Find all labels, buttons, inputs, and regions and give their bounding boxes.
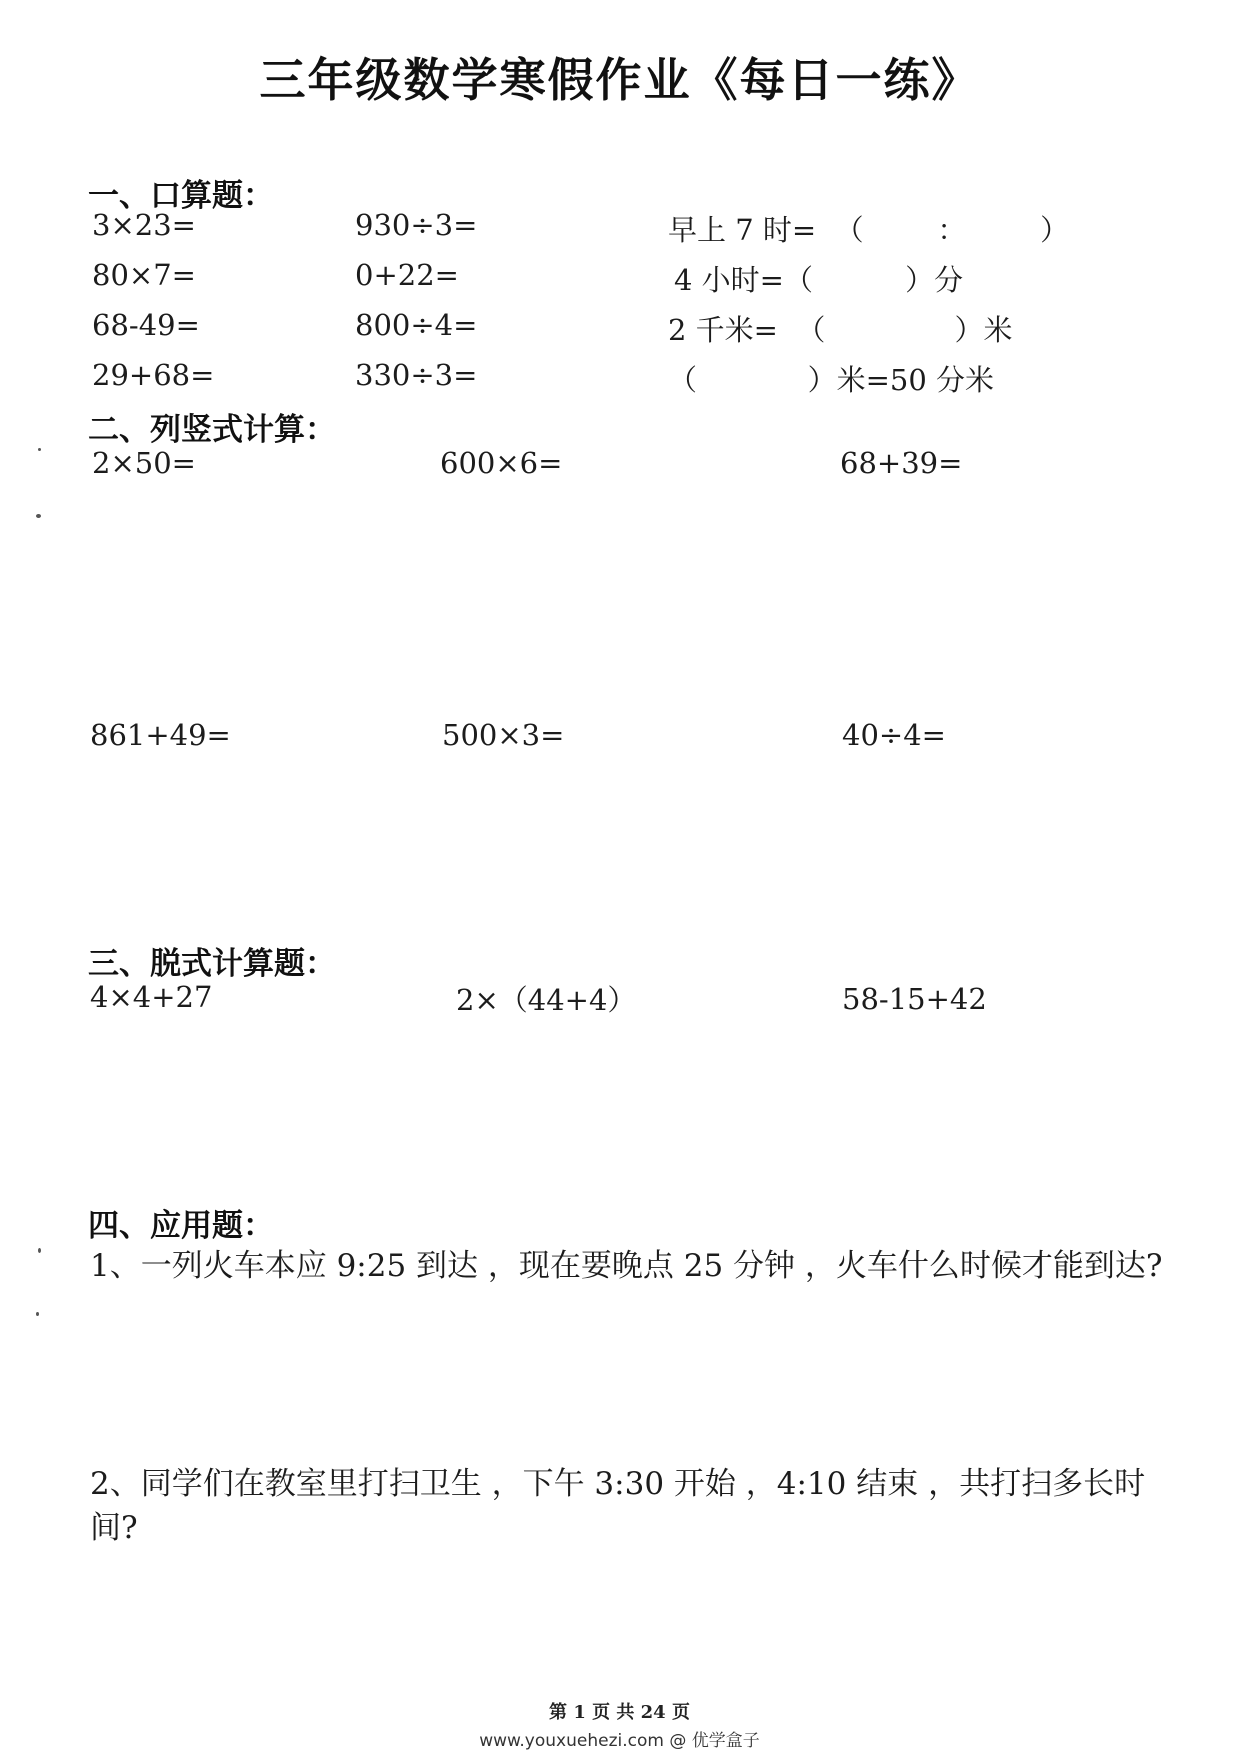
unit-conversion-item: 4 小时=（ ）分	[674, 263, 964, 297]
section-heading-word-problems: 四、应用题：	[88, 1208, 274, 1244]
mental-math-item: 0+22=	[355, 258, 459, 292]
mental-math-item: 330÷3=	[355, 358, 478, 392]
mental-math-item: 3×23=	[92, 208, 196, 242]
page-title: 三年级数学寒假作业《每日一练》	[259, 53, 980, 107]
unit-conversion-item: 早上 7 时= （ ： ）	[668, 213, 1070, 247]
scan-speck	[36, 1312, 39, 1316]
vertical-calc-item: 68+39=	[840, 446, 963, 480]
section-heading-vertical-calc: 二、列竖式计算：	[88, 412, 336, 448]
scan-speck	[38, 448, 41, 451]
unit-conversion-item: （ ）米=50 分米	[668, 363, 995, 397]
vertical-calc-item: 600×6=	[440, 446, 563, 480]
scan-speck	[38, 1248, 41, 1253]
vertical-calc-item: 2×50=	[92, 446, 196, 480]
vertical-calc-item: 861+49=	[90, 718, 231, 752]
mental-math-item: 800÷4=	[355, 308, 478, 342]
word-problem: 1、一列火车本应 9:25 到达 ，现在要晚点 25 分钟 ，火车什么时候才能到达?	[90, 1248, 1163, 1284]
section-heading-step-calc: 三、脱式计算题：	[88, 946, 336, 982]
step-calc-item: 58-15+42	[842, 982, 987, 1016]
site-watermark: www.youxuehezi.com @ 优学盒子	[479, 1731, 760, 1751]
mental-math-item: 80×7=	[92, 258, 196, 292]
mental-math-item: 68-49=	[92, 308, 200, 342]
step-calc-item: 2×（44+4）	[456, 983, 637, 1017]
mental-math-item: 930÷3=	[355, 208, 478, 242]
scan-speck	[36, 514, 41, 518]
unit-conversion-item: 2 千米= （ ）米	[668, 313, 1013, 347]
mental-math-item: 29+68=	[92, 358, 215, 392]
vertical-calc-item: 40÷4=	[842, 718, 946, 752]
vertical-calc-item: 500×3=	[442, 718, 565, 752]
word-problem: 2、同学们在教室里打扫卫生 ，下午 3:30 开始 ，4:10 结束 ，共打扫多长时间?	[90, 1466, 1146, 1546]
step-calc-item: 4×4+27	[90, 980, 213, 1014]
page-number: 第 1 页 共 24 页	[549, 1702, 690, 1723]
section-heading-mental-math: 一、口算题：	[88, 178, 274, 214]
